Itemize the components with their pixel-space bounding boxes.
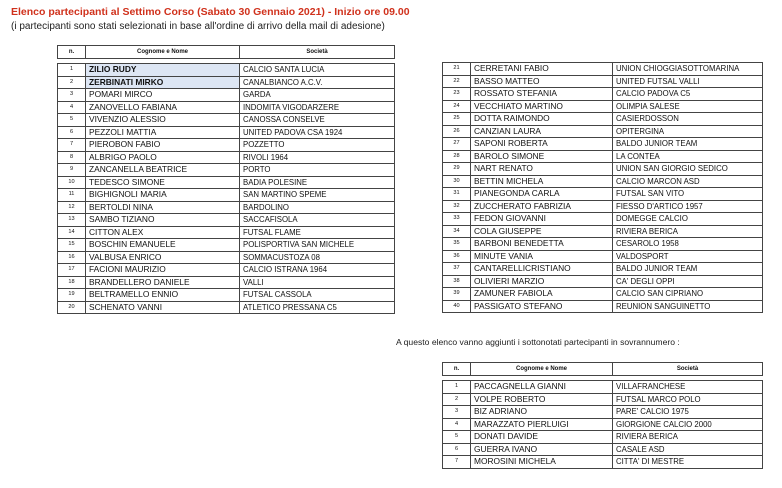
table-row [58,76,395,89]
club-name: FUTSAL MARCO POLO [613,393,763,406]
club-name: REUNION SANGUINETTO [613,300,763,313]
table-row [443,275,763,288]
column-header-club: Società [613,363,763,376]
participant-name: ZANCANELLA BEATRICE [86,164,240,177]
table-row [58,189,395,202]
club-name: FUTSAL CASSOLA [240,289,395,302]
participant-name: SAPONI ROBERTA [471,138,613,151]
club-name: RIVIERA BERICA [613,431,763,444]
row-number: 20 [58,301,86,314]
participant-name: CERRETANI FABIO [471,63,613,76]
participant-name: BARBONI BENEDETTA [471,238,613,251]
row-number: 28 [443,150,471,163]
participant-name: DOTTA RAIMONDO [471,113,613,126]
row-number: 22 [443,75,471,88]
participant-name: ZAMUNER FABIOLA [471,288,613,301]
club-name: CALCIO SANTA LUCIA [240,64,395,77]
table-row [58,276,395,289]
participant-name: PEZZOLI MATTIA [86,126,240,139]
participant-name: BIZ ADRIANO [471,406,613,419]
row-number: 6 [58,126,86,139]
table-row [443,393,763,406]
club-name: RIVOLI 1964 [240,151,395,164]
table-row [58,176,395,189]
page-title: Elenco partecipanti al Settimo Corso (Sabato 30 Gennaio 2021) - Inizio ore 09.00 [11,6,410,18]
extra-participants-table [442,362,763,469]
participant-name: BRANDELLERO DANIELE [86,276,240,289]
participant-name: PASSIGATO STEFANO [471,300,613,313]
column-header-number: n. [58,46,86,59]
participant-name: ZERBINATI MIRKO [86,76,240,89]
club-name: FUTSAL FLAME [240,226,395,239]
row-number: 39 [443,288,471,301]
participant-name: ZILIO RUDY [86,64,240,77]
participant-name: FEDON GIOVANNI [471,213,613,226]
participant-name: VOLPE ROBERTO [471,393,613,406]
participant-name: PIEROBON FABIO [86,139,240,152]
table-row [58,226,395,239]
table-row [443,225,763,238]
row-number: 29 [443,163,471,176]
club-name: UNION CHIOGGIASOTTOMARINA [613,63,763,76]
participants-table-right [442,62,763,313]
participant-name: BASSO MATTEO [471,75,613,88]
row-number: 27 [443,138,471,151]
row-number: 19 [58,289,86,302]
row-number: 24 [443,100,471,113]
club-name: ATLETICO PRESSANA C5 [240,301,395,314]
row-number: 1 [443,381,471,394]
table-row [58,201,395,214]
table-row [443,150,763,163]
row-number: 8 [58,151,86,164]
participant-name: VIVENZIO ALESSIO [86,114,240,127]
row-number: 7 [443,456,471,469]
club-name: VILLAFRANCHESE [613,381,763,394]
table-row [58,126,395,139]
table-row [443,300,763,313]
club-name: LA CONTEA [613,150,763,163]
club-name: CA' DEGLI OPPI [613,275,763,288]
row-number: 36 [443,250,471,263]
participant-name: SAMBO TIZIANO [86,214,240,227]
row-number: 2 [443,393,471,406]
table-row [443,200,763,213]
table-row [443,406,763,419]
club-name: CANALBIANCO A.C.V. [240,76,395,89]
row-number: 10 [58,176,86,189]
participant-name: COLA GIUSEPPE [471,225,613,238]
club-name: BALDO JUNIOR TEAM [613,138,763,151]
row-number: 7 [58,139,86,152]
row-number: 6 [443,443,471,456]
club-name: OLIMPIA SALESE [613,100,763,113]
club-name: CALCIO PADOVA C5 [613,88,763,101]
table-row [443,125,763,138]
participant-name: OLIVIERI MARZIO [471,275,613,288]
participant-name: BETTIN MICHELA [471,175,613,188]
club-name: GARDA [240,89,395,102]
row-number: 12 [58,201,86,214]
participant-name: BELTRAMELLO ENNIO [86,289,240,302]
table-row [443,456,763,469]
participant-name: CANZIAN LAURA [471,125,613,138]
club-name: POLISPORTIVA SAN MICHELE [240,239,395,252]
participant-name: PACCAGNELLA GIANNI [471,381,613,394]
club-name: CALCIO ISTRANA 1964 [240,264,395,277]
participant-name: PIANEGONDA CARLA [471,188,613,201]
table-row [443,381,763,394]
row-number: 3 [58,89,86,102]
row-number: 23 [443,88,471,101]
club-name: CITTA' DI MESTRE [613,456,763,469]
row-number: 34 [443,225,471,238]
participant-name: CANTARELLICRISTIANO [471,263,613,276]
row-number: 1 [58,64,86,77]
club-name: CANOSSA CONSELVE [240,114,395,127]
table-row [58,289,395,302]
club-name: FUTSAL SAN VITO [613,188,763,201]
row-number: 26 [443,125,471,138]
row-number: 35 [443,238,471,251]
table-row [58,264,395,277]
column-header-club: Società [240,46,395,59]
row-number: 25 [443,113,471,126]
table-row [58,214,395,227]
row-number: 14 [58,226,86,239]
table-row [443,113,763,126]
club-name: VALDOSPORT [613,250,763,263]
row-number: 4 [58,101,86,114]
participant-name: BERTOLDI NINA [86,201,240,214]
table-row [443,213,763,226]
table-row [443,288,763,301]
club-name: CALCIO SAN CIPRIANO [613,288,763,301]
table-row [443,238,763,251]
participant-name: POMARI MIRCO [86,89,240,102]
club-name: PARE' CALCIO 1975 [613,406,763,419]
table-row [58,114,395,127]
participant-name: VECCHIATO MARTINO [471,100,613,113]
row-number: 17 [58,264,86,277]
participant-name: GUERRA IVANO [471,443,613,456]
participant-name: BIGHIGNOLI MARIA [86,189,240,202]
club-name: UNITED FUTSAL VALLI [613,75,763,88]
row-number: 33 [443,213,471,226]
club-name: POZZETTO [240,139,395,152]
club-name: CASALE ASD [613,443,763,456]
club-name: GIORGIONE CALCIO 2000 [613,418,763,431]
table-row [443,75,763,88]
row-number: 5 [58,114,86,127]
row-number: 5 [443,431,471,444]
club-name: BARDOLINO [240,201,395,214]
row-number: 13 [58,214,86,227]
participant-name: ZANOVELLO FABIANA [86,101,240,114]
table-row [443,263,763,276]
table-row [443,250,763,263]
row-number: 4 [443,418,471,431]
table-row [58,64,395,77]
club-name: RIVIERA BERICA [613,225,763,238]
row-number: 40 [443,300,471,313]
table-row [443,188,763,201]
participant-name: NART RENATO [471,163,613,176]
club-name: PORTO [240,164,395,177]
table-row [443,100,763,113]
row-number: 18 [58,276,86,289]
participant-name: CITTON ALEX [86,226,240,239]
row-number: 9 [58,164,86,177]
club-name: BADIA POLESINE [240,176,395,189]
row-number: 37 [443,263,471,276]
participant-name: BAROLO SIMONE [471,150,613,163]
table-row [58,101,395,114]
column-header-name: Cognome e Nome [86,46,240,59]
participant-name: ZUCCHERATO FABRIZIA [471,200,613,213]
participant-name: DONATI DAVIDE [471,431,613,444]
participant-name: SCHENATO VANNI [86,301,240,314]
table-row [58,151,395,164]
row-number: 32 [443,200,471,213]
participant-name: TEDESCO SIMONE [86,176,240,189]
row-number: 11 [58,189,86,202]
club-name: SACCAFISOLA [240,214,395,227]
table-row [443,431,763,444]
table-row [443,175,763,188]
table-row [443,443,763,456]
row-number: 3 [443,406,471,419]
column-header-name: Cognome e Nome [471,363,613,376]
table-row [58,164,395,177]
club-name: INDOMITA VIGODARZERE [240,101,395,114]
table-row [58,139,395,152]
table-row [443,88,763,101]
table-row [443,418,763,431]
club-name: DOMEGGE CALCIO [613,213,763,226]
participants-table-left [57,45,395,314]
table-row [58,239,395,252]
participant-name: FACIONI MAURIZIO [86,264,240,277]
club-name: CESAROLO 1958 [613,238,763,251]
club-name: VALLI [240,276,395,289]
club-name: CASIERDOSSON [613,113,763,126]
club-name: UNION SAN GIORGIO SEDICO [613,163,763,176]
row-number: 15 [58,239,86,252]
club-name: BALDO JUNIOR TEAM [613,263,763,276]
club-name: OPITERGINA [613,125,763,138]
participant-name: BOSCHIN EMANUELE [86,239,240,252]
club-name: CALCIO MARCON ASD [613,175,763,188]
overflow-note: A questo elenco vanno aggiunti i sottonotati partecipanti in sovrannumero : [396,337,680,347]
row-number: 31 [443,188,471,201]
participant-name: VALBUSA ENRICO [86,251,240,264]
participant-name: MINUTE VANIA [471,250,613,263]
participant-name: ROSSATO STEFANIA [471,88,613,101]
table-row [443,138,763,151]
participant-name: ALBRIGO PAOLO [86,151,240,164]
table-row [58,301,395,314]
table-row [443,163,763,176]
table-row [443,63,763,76]
row-number: 16 [58,251,86,264]
row-number: 38 [443,275,471,288]
participant-name: MOROSINI MICHELA [471,456,613,469]
row-number: 2 [58,76,86,89]
participant-name: MARAZZATO PIERLUIGI [471,418,613,431]
club-name: SOMMACUSTOZA 08 [240,251,395,264]
club-name: SAN MARTINO SPEME [240,189,395,202]
column-header-number: n. [443,363,471,376]
page-subtitle: (i partecipanti sono stati selezionati in base all'ordine di arrivo della mail di adesione) [11,21,385,32]
table-row [58,89,395,102]
row-number: 30 [443,175,471,188]
club-name: FIESSO D'ARTICO 1957 [613,200,763,213]
table-row [58,251,395,264]
club-name: UNITED PADOVA CSA 1924 [240,126,395,139]
row-number: 21 [443,63,471,76]
